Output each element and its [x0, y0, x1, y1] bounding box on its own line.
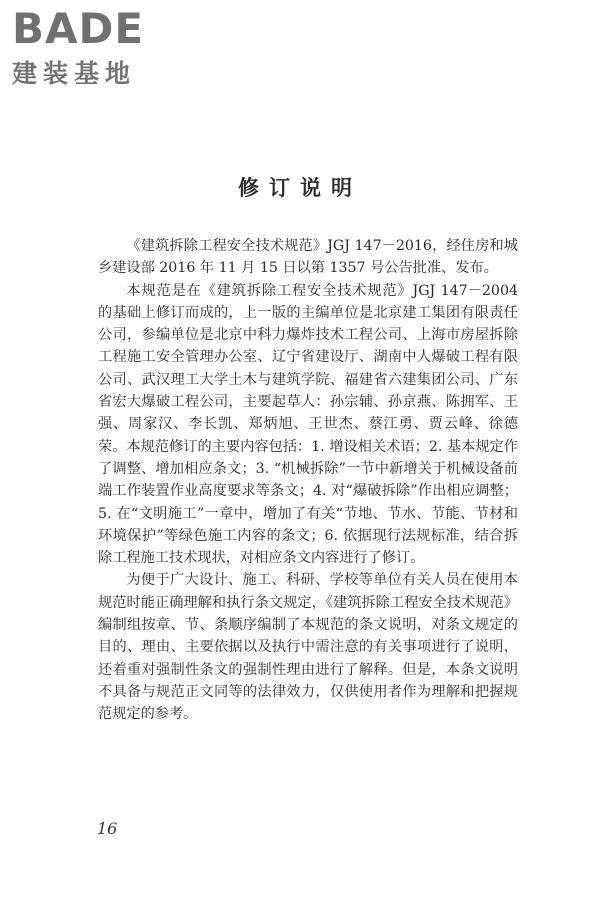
bade-logo — [12, 6, 177, 90]
paragraph-revision-history: 本规范是在《建筑拆除工程安全技术规范》JGJ 147－2004 的基础上修订而成的，上一版的主编单位是北京建工集团有限责任公司，参编单位是北京中科力爆炸技术工程公司、上海市房屋拆除工程施工安全管理办公室、辽宁省建设厅、湖南中人爆破工程有限公司、武汉理工大学土木与建筑学院、福建省六建集团公司、广东省宏大爆破工程公司，主要起草人：孙宗辅、孙京燕、陈拥军、王强、周家汉、李长凯、郑炳旭、王世杰、蔡江勇、贾云峰、徐德荣。本规范修订的主要内容包括：1. 增设相关术语；2. 基本规定作了调整、增加相应条文；3. “机械拆除”一节中新增关于机械设备前端工作装置作业高度要求等条文；4. 对“爆破拆除”作出相应调整；5. 在“文明施工”一章中，增加了有关“节地、节水、节能、节材和环境保护”等绿色施工内容的条文；6. 依据现行法规标准，结合拆除工程施工技术现状，对相应条文内容进行了修订。 — [98, 282, 518, 567]
paragraph-approval: 《建筑拆除工程安全技术规范》JGJ 147－2016，经住房和城乡建设部 2016 年 11 月 15 日以第 1357 号公告批准、发布。 — [98, 238, 518, 277]
logo-wordmark: BADE — [12, 4, 145, 53]
body-text — [98, 235, 518, 726]
logo-subtitle: 建装基地 — [12, 59, 137, 88]
page-number: 16 — [97, 819, 118, 838]
page-title: 修订说明 — [238, 176, 362, 200]
paragraph-explanation-purpose: 为便于广大设计、施工、科研、学校等单位有关人员在使用本规范时能正确理解和执行条文规定，《建筑拆除工程安全技术规范》编制组按章、节、条顺序编制了本规范的条文说明，对条文规定的目的、理由、主要依据以及执行中需注意的有关事项进行了说明，还着重对强制性条文的强制性理由进行了解释。但是，本条文说明不具备与规范正文同等的法律效力，仅供使用者作为理解和把握规范规定的参考。 — [98, 572, 518, 723]
